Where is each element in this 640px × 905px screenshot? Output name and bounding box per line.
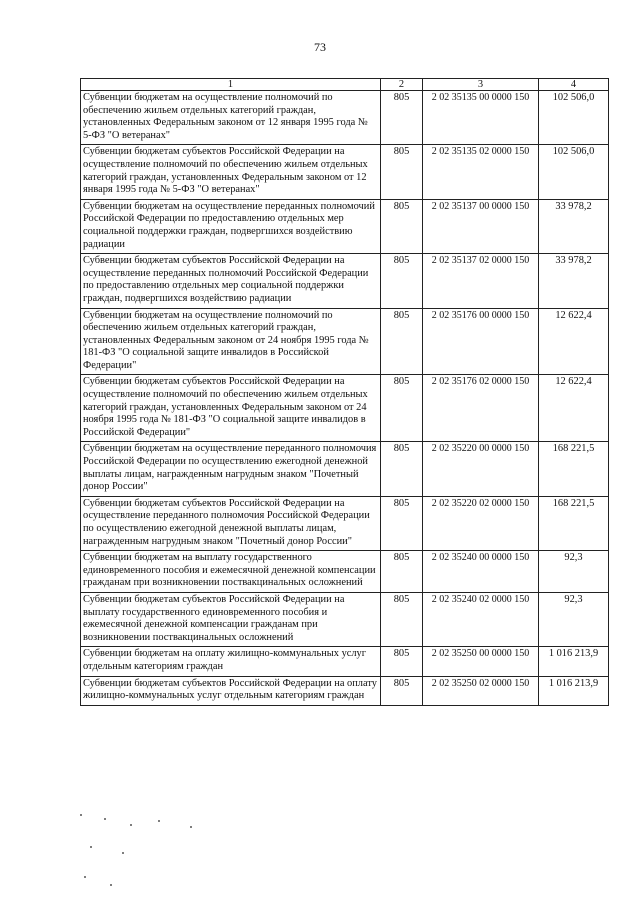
page-number: 73 (314, 40, 326, 54)
table-row (81, 308, 609, 375)
row-budget-code: 2 02 35220 02 0000 150 (423, 496, 539, 550)
table-row (81, 551, 609, 593)
row-admin-code: 805 (381, 254, 423, 308)
table-row (81, 254, 609, 308)
row-name: Субвенции бюджетам на осуществление полномочий по обеспечению жильем отдельных категорий граждан, установленных Федеральным законом от 24 ноября 1995 года № 181-ФЗ "О социальной защите инвалидов в Российской Федерации" (81, 308, 381, 375)
row-budget-code: 2 02 35176 02 0000 150 (423, 375, 539, 442)
row-name: Субвенции бюджетам субъектов Российской Федерации на осуществление полномочий по обеспечению жильем отдельных категорий граждан, установленных Федеральным законом от 24 ноября 1995 года № 181-ФЗ "О социальной защите инвалидов в Российской Федерации" (81, 375, 381, 442)
table-row (81, 592, 609, 646)
table-row (81, 91, 609, 145)
table-row (81, 145, 609, 199)
row-name: Субвенции бюджетам субъектов Российской Федерации на осуществление переданного полномочия Российской Федерации по осуществлению ежегодной денежной выплаты лицам, награжденным нагрудным знаком "Почетный донор России" (81, 496, 381, 550)
row-name: Субвенции бюджетам на осуществление полномочий по обеспечению жильем отдельных категорий граждан, установленных Федеральным законом от 12 января 1995 года № 5-ФЗ "О ветеранах" (81, 91, 381, 145)
table-row (81, 496, 609, 550)
row-amount: 1 016 213,9 (539, 676, 609, 705)
row-budget-code: 2 02 35240 02 0000 150 (423, 592, 539, 646)
row-amount: 168 221,5 (539, 442, 609, 496)
row-amount: 102 506,0 (539, 145, 609, 199)
table-row (81, 199, 609, 253)
table-row (81, 647, 609, 676)
row-amount: 33 978,2 (539, 254, 609, 308)
row-name: Субвенции бюджетам на осуществление переданного полномочия Российской Федерации по осуществлению ежегодной денежной выплаты лицам, награжденным нагрудным знаком "Почетный донор России" (81, 442, 381, 496)
row-amount: 92,3 (539, 551, 609, 593)
row-name: Субвенции бюджетам субъектов Российской Федерации на выплату государственного единовременного пособия и ежемесячной денежной компенсации гражданам при возникновении поствакцинальных осложнений (81, 592, 381, 646)
row-admin-code: 805 (381, 91, 423, 145)
row-amount: 92,3 (539, 592, 609, 646)
row-admin-code: 805 (381, 496, 423, 550)
row-admin-code: 805 (381, 199, 423, 253)
column-header-amount: 4 (539, 79, 609, 91)
row-name: Субвенции бюджетам на выплату государственного единовременного пособия и ежемесячной денежной компенсации гражданам при возникновении поствакцинальных осложнений (81, 551, 381, 593)
row-name: Субвенции бюджетам на осуществление переданных полномочий Российской Федерации по предоставлению отдельных мер социальной поддержки граждан, подвергшихся воздействию радиации (81, 199, 381, 253)
table-row (81, 375, 609, 442)
row-budget-code: 2 02 35135 00 0000 150 (423, 91, 539, 145)
table-header-row (81, 79, 609, 91)
budget-revenue-table (80, 78, 609, 706)
row-admin-code: 805 (381, 145, 423, 199)
row-amount: 1 016 213,9 (539, 647, 609, 676)
row-budget-code: 2 02 35137 02 0000 150 (423, 254, 539, 308)
row-admin-code: 805 (381, 592, 423, 646)
row-admin-code: 805 (381, 442, 423, 496)
row-budget-code: 2 02 35220 00 0000 150 (423, 442, 539, 496)
column-header-name: 1 (81, 79, 381, 91)
row-amount: 12 622,4 (539, 308, 609, 375)
row-admin-code: 805 (381, 647, 423, 676)
row-name: Субвенции бюджетам субъектов Российской Федерации на оплату жилищно-коммунальных услуг отдельным категориям граждан (81, 676, 381, 705)
row-budget-code: 2 02 35135 02 0000 150 (423, 145, 539, 199)
row-name: Субвенции бюджетам субъектов Российской Федерации на осуществление полномочий по обеспечению жильем отдельных категорий граждан, установленных Федеральным законом от 12 января 1995 года № 5-ФЗ "О ветеранах" (81, 145, 381, 199)
table-row (81, 442, 609, 496)
row-admin-code: 805 (381, 676, 423, 705)
row-admin-code: 805 (381, 551, 423, 593)
row-budget-code: 2 02 35137 00 0000 150 (423, 199, 539, 253)
row-amount: 12 622,4 (539, 375, 609, 442)
row-amount: 102 506,0 (539, 91, 609, 145)
scan-specks (70, 810, 270, 900)
column-header-admin: 2 (381, 79, 423, 91)
row-amount: 168 221,5 (539, 496, 609, 550)
column-header-code: 3 (423, 79, 539, 91)
row-name: Субвенции бюджетам на оплату жилищно-коммунальных услуг отдельным категориям граждан (81, 647, 381, 676)
row-budget-code: 2 02 35176 00 0000 150 (423, 308, 539, 375)
table-row (81, 676, 609, 705)
row-budget-code: 2 02 35250 00 0000 150 (423, 647, 539, 676)
row-admin-code: 805 (381, 375, 423, 442)
row-budget-code: 2 02 35250 02 0000 150 (423, 676, 539, 705)
row-name: Субвенции бюджетам субъектов Российской Федерации на осуществление переданных полномочий Российской Федерации по предоставлению отдельных мер социальной поддержки граждан, подвергшихся воздействию радиации (81, 254, 381, 308)
row-budget-code: 2 02 35240 00 0000 150 (423, 551, 539, 593)
row-amount: 33 978,2 (539, 199, 609, 253)
row-admin-code: 805 (381, 308, 423, 375)
